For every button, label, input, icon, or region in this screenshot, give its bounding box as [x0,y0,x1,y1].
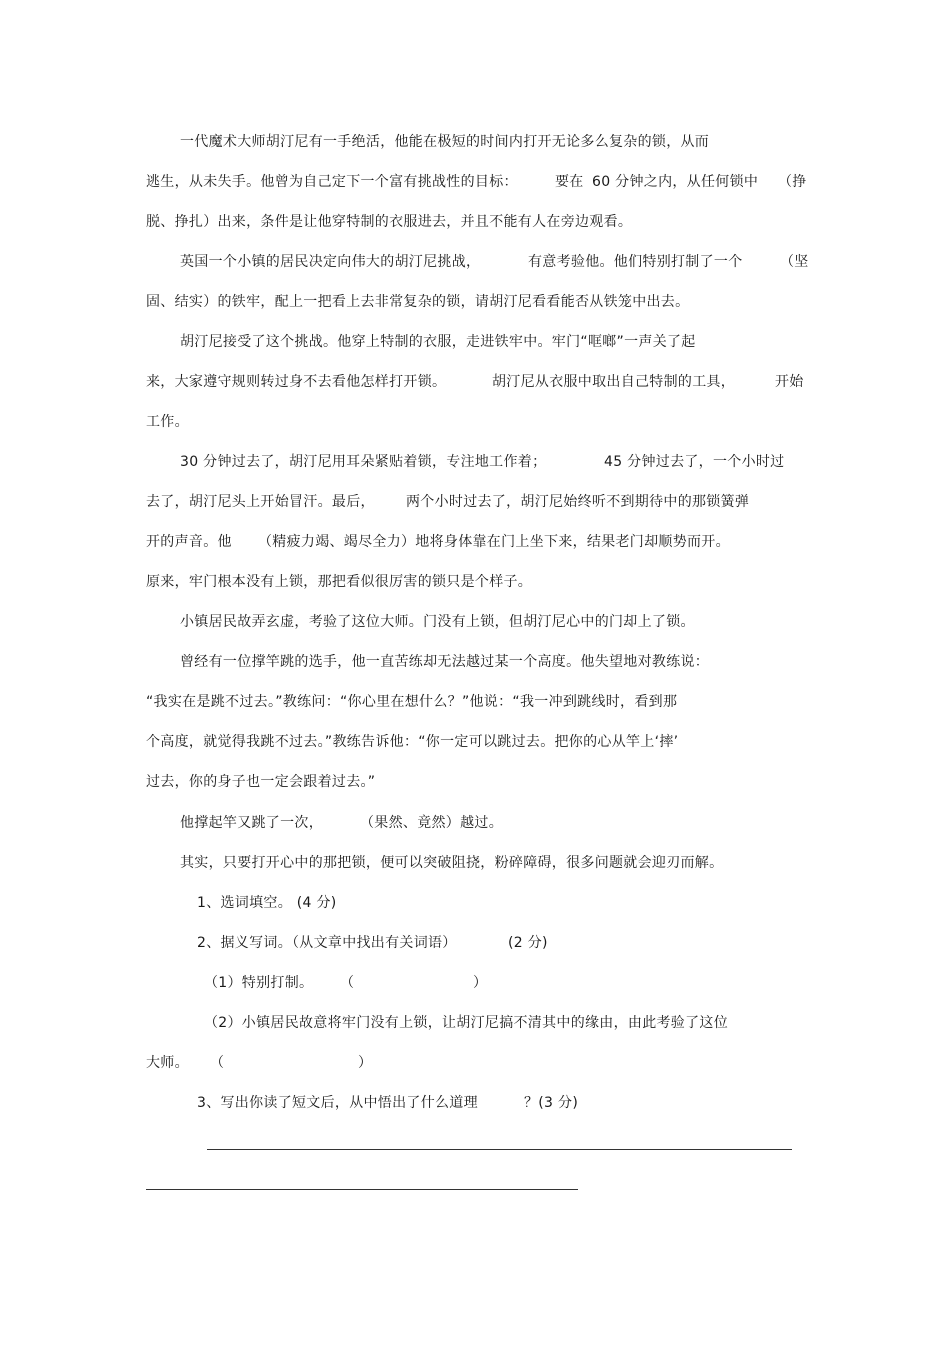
text-line: 过去，你的身子也一定会跟着过去。” [146,774,376,790]
text-line: 英国一个小镇的居民决定向伟大的胡汀尼挑战， [180,254,481,270]
text-line: 45 分钟过去了，一个小时过 [604,454,785,470]
text-line: 原来，牢门根本没有上锁，那把看似很厉害的锁只是个样子。 [146,574,533,590]
text-line: 个高度，就觉得我跳不过去。”教练告诉他：“你一定可以跳过去。把你的心从竿上‘摔’ [146,734,679,750]
text-line: 一代魔术大师胡汀尼有一手绝活，他能在极短的时间内打开无论多么复杂的锁，从而 [180,134,710,150]
text-line: “我实在是跳不过去。”教练问：“你心里在想什么？”他说：“我一冲到跳线时，看到那 [146,694,678,710]
answer-paren-close: ） [473,975,488,991]
answer-line[interactable] [146,1189,578,1190]
answer-paren-open: （ [340,975,355,991]
text-line: （坚 [780,254,809,270]
question-3-score: ？(3 分) [524,1095,579,1111]
text-line: （挣 [778,174,807,190]
question-2-2: （2）小镇居民故意将牢门没有上锁，让胡汀尼搞不清其中的缘由，由此考验了这位 [204,1015,729,1031]
answer-paren-open: （ [210,1055,225,1071]
question-2-score: (2 分) [508,935,548,951]
question-3: 3、写出你读了短文后，从中悟出了什么道理 [197,1095,478,1111]
question-2: 2、据义写词。（从文章中找出有关词语） [197,935,457,951]
text-line: 开始 [775,374,804,390]
text-line: 其实，只要打开心中的那把锁，便可以突破阻挠，粉碎障碍，很多问题就会迎刃而解。 [180,855,724,871]
text-line: 有意考验他。他们特别打制了一个 [528,254,743,270]
text-line: 小镇居民故弄玄虚，考验了这位大师。门没有上锁，但胡汀尼心中的门却上了锁。 [180,614,695,630]
text-line: 60 分钟之内，从任何锁中 [592,174,759,190]
text-line: 来，大家遵守规则转过身不去看他怎样打开锁。 [146,374,447,390]
text-line: 两个小时过去了，胡汀尼始终听不到期待中的那锁簧弹 [406,494,750,510]
text-line: 胡汀尼接受了这个挑战。他穿上特制的衣服，走进铁牢中。牢门“哐啷”一声关了起 [180,334,696,350]
text-line: 他撑起竿又跳了一次， [180,815,323,831]
text-line: 脱、挣扎）出来，条件是让他穿特制的衣服进去，并且不能有人在旁边观看。 [146,214,633,230]
text-line: 开的声音。他 [146,534,232,550]
text-line: 工作。 [146,414,189,430]
text-line: 固、结实）的铁牢，配上一把看上去非常复杂的锁，请胡汀尼看看能否从铁笼中出去。 [146,294,690,310]
text-line: 要在 [555,174,584,190]
text-line: （精疲力竭、竭尽全力）地将身体靠在门上坐下来，结果老门却顺势而开。 [258,534,730,550]
question-2-1: （1）特别打制。 [204,975,314,991]
text-line: 大师。 [146,1055,189,1071]
answer-line[interactable] [207,1149,792,1150]
text-line: （果然、竟然）越过。 [360,815,503,831]
question-1: 1、选词填空。 (4 分) [197,895,337,911]
text-line: 去了，胡汀尼头上开始冒汗。最后， [146,494,375,510]
text-line: 胡汀尼从衣服中取出自己特制的工具， [492,374,736,390]
text-line: 曾经有一位撑竿跳的选手，他一直苦练却无法越过某一个高度。他失望地对教练说： [180,654,710,670]
text-line: 逃生，从未失手。他曾为自己定下一个富有挑战性的目标： [146,174,518,190]
answer-paren-close: ） [358,1055,373,1071]
text-line: 30 分钟过去了，胡汀尼用耳朵紧贴着锁，专注地工作着； [180,454,547,470]
